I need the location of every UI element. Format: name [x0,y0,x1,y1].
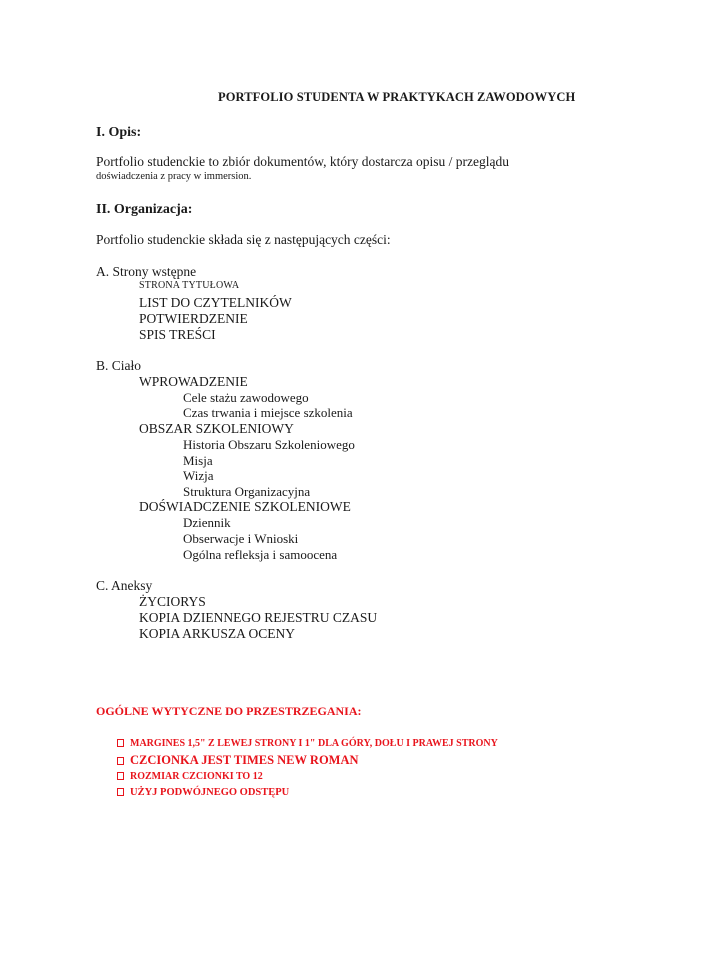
list-item: KOPIA ARKUSZA OCENY [139,626,296,641]
list-item: Misja [183,453,213,468]
group-title-wprowadzenie: WPROWADZENIE [139,374,248,389]
checkbox-square-icon [117,772,124,780]
list-item: Ogólna refleksja i samoocena [183,547,338,562]
description-line-2: doświadczenia z pracy w immersion. [96,171,252,182]
list-item: SPIS TREŚCI [139,327,216,342]
list-item: Cele stażu zawodowego [183,390,309,405]
section-heading-organizacja: II. Organizacja: [96,202,193,217]
guideline-text: ROZMIAR CZCIONKI TO 12 [130,771,263,782]
list-item: POTWIERDZENIE [139,311,248,326]
guideline-item [117,738,498,749]
document-title: PORTFOLIO STUDENTA W PRAKTYKACH ZAWODOWYCH [218,90,576,104]
guideline-text: CZCIONKA JEST TIMES NEW ROMAN [130,753,359,767]
list-item: ŻYCIORYS [139,594,206,609]
guideline-item [117,787,289,798]
guideline-item [117,771,263,782]
guideline-text: UŻYJ PODWÓJNEGO ODSTĘPU [130,787,290,798]
list-item: Wizja [183,468,214,483]
guideline-item [117,753,359,768]
list-item: Struktura Organizacyjna [183,484,311,499]
group-title-doswiadczenie: DOŚWIADCZENIE SZKOLENIOWE [139,499,351,514]
list-item: Czas trwania i miejsce szkolenia [183,405,353,420]
guideline-text: MARGINES 1,5" Z LEWEJ STRONY I 1" DLA GÓRY, DOŁU I PRAWEJ STRONY [130,738,498,749]
description-line-1: Portfolio studenckie to zbiór dokumentów, który dostarcza opisu / przeglądu [96,154,510,169]
section-heading-opis: I. Opis: [96,125,142,140]
part-a-label: A. Strony wstępne [96,264,197,279]
checkbox-square-icon [117,788,124,796]
list-item: Obserwacje i Wnioski [183,531,299,546]
checkbox-square-icon [117,757,124,765]
group-title-obszar: OBSZAR SZKOLENIOWY [139,421,294,436]
list-item: Dziennik [183,515,231,530]
list-item: LIST DO CZYTELNIKÓW [139,295,292,310]
guidelines-heading: OGÓLNE WYTYCZNE DO PRZESTRZEGANIA: [96,704,362,718]
list-item: Historia Obszaru Szkoleniowego [183,437,355,452]
part-b-label: B. Ciało [96,358,142,373]
organization-intro: Portfolio studenckie składa się z następujących części: [96,232,391,247]
list-item: KOPIA DZIENNEGO REJESTRU CZASU [139,610,378,625]
checkbox-square-icon [117,739,124,747]
part-c-label: C. Aneksy [96,578,153,593]
list-item: STRONA TYTUŁOWA [139,280,240,291]
